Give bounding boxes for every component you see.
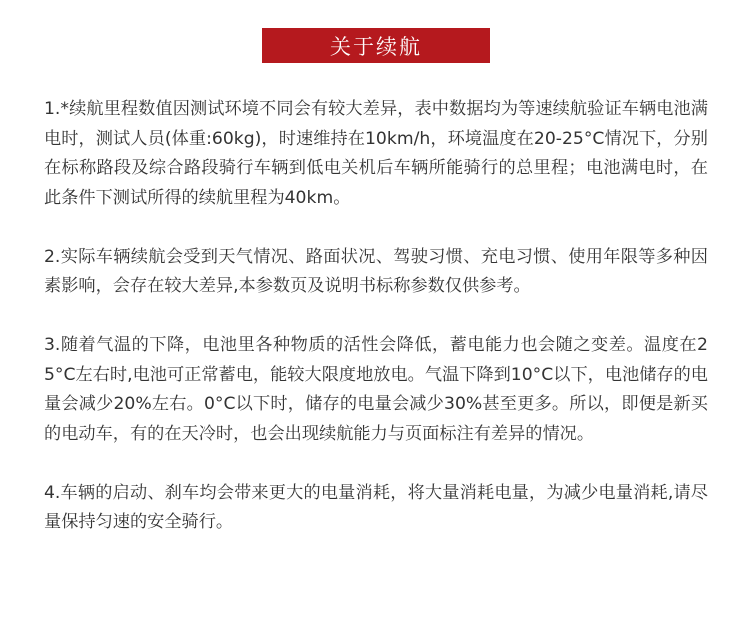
note-paragraph-3: 3.随着气温的下降，电池里各种物质的活性会降低，蓄电能力也会随之变差。温度在25°C左右时,电池可正常蓄电，能较大限度地放电。气温下降到10°C以下，电池储存的电量会减少20%左右。0°C以下时，储存的电量会减少30%甚至更多。所以，即便是新买的电动车，有的在天冷时，也会出现续航能力与页面标注有差异的情况。 — [44, 335, 708, 444]
note-paragraph-1: 1.*续航里程数值因测试环境不同会有较大差异，表中数据均为等速续航验证车辆电池满电时，测试人员(体重:60kg)，时速维持在10km/h，环境温度在20-25°C情况下，分别在标称路段及综合路段骑行车辆到低电关机后车辆所能骑行的总里程；电池满电时，在此条件下测试所得的续航里程为40km。 — [44, 99, 708, 208]
note-paragraph-4: 4.车辆的启动、刹车均会带来更大的电量消耗，将大量消耗电量，为减少电量消耗,请尽量保持匀速的安全骑行。 — [44, 482, 708, 532]
section-title: 关于续航 — [262, 28, 490, 63]
note-paragraph-2: 2.实际车辆续航会受到天气情况、路面状况、驾驶习惯、充电习惯、使用年限等多种因素影响，会存在较大差异,本参数页及说明书标称参数仅供参考。 — [44, 246, 708, 296]
notes-content — [44, 95, 708, 567]
